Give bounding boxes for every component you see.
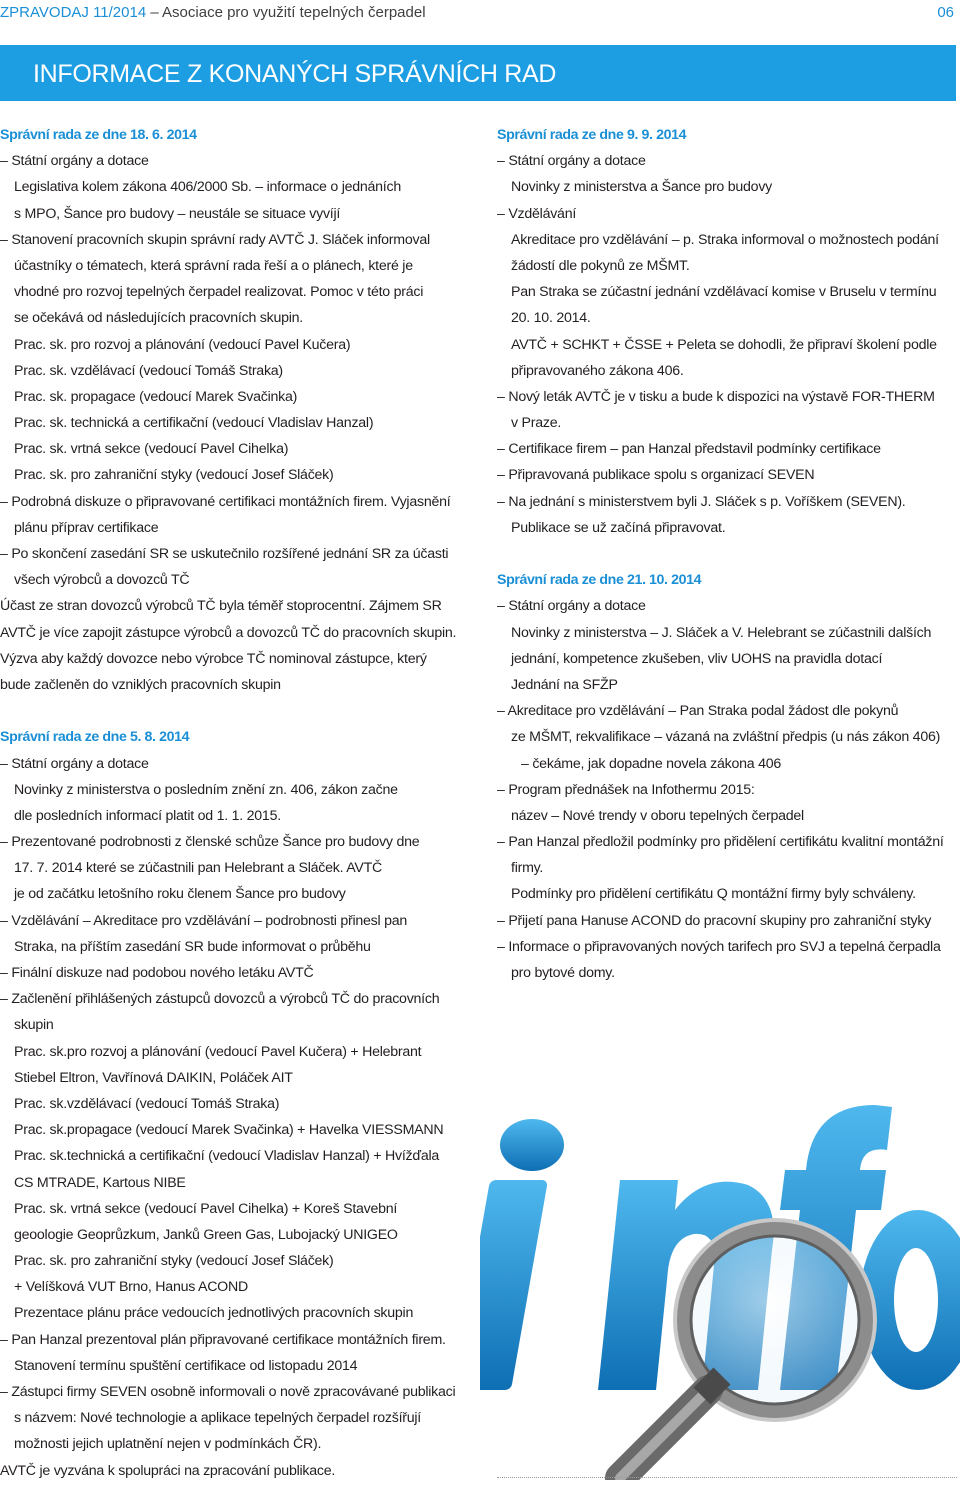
bullet-line: – čekáme, jak dopadne novela zákona 406 xyxy=(521,755,782,772)
text-line: Podmínky pro přidělení certifikátu Q montážní firmy byly schváleny. xyxy=(511,886,916,903)
header-separator: – xyxy=(146,4,163,21)
bullet-line: – Vzdělávání – Akreditace pro vzdělávání – podrobnosti přinesl pan xyxy=(0,912,408,929)
text-line: 20. 10. 2014. xyxy=(511,310,591,327)
text-line: Prac. sk.technická a certifikační (vedoucí Vladislav Hanzal) + Hvížďala xyxy=(14,1148,440,1165)
text-line: účastníky o tématech, která správní rada řeší a o plánech, které je xyxy=(14,257,413,274)
text-line: jednání, kompetence zkušeben, vliv UOHS na pravidla dotací xyxy=(511,650,883,667)
bullet-line: – Informace o připravovaných nových tarifech pro SVJ a tepelná čerpadla xyxy=(497,938,941,955)
footer-rule xyxy=(497,1477,957,1478)
text-line: 17. 7. 2014 které se zúčastnili pan Helebrant a Sláček. AVTČ xyxy=(14,860,383,877)
text-line: Novinky z ministerstva o posledním znění zn. 406, zákon začne xyxy=(14,781,398,798)
left-column xyxy=(0,122,470,1484)
text-line: Pan Straka se zúčastní jednání vzdělávací komise v Bruselu v termínu xyxy=(511,284,937,301)
text-line: se očekává od následujících pracovních skupin. xyxy=(14,310,303,327)
text-line: AVTČ je vyzvána k spolupráci na zpracování publikace. xyxy=(0,1462,336,1479)
bullet-line: – Prezentované podrobnosti z členské schůze Šance pro budovy dne xyxy=(0,834,420,851)
text-line: Akreditace pro vzdělávání – p. Straka informoval o možnostech podání xyxy=(511,231,939,248)
bullet-line: – Podrobná diskuze o připravované certifikaci montážních firem. Vyjasnění xyxy=(0,493,451,510)
text-line: bude začleněn do vzniklých pracovních skupin xyxy=(0,676,281,693)
text-line: je od začátku letošního roku členem Šance pro budovy xyxy=(14,886,346,903)
text-line: Účast ze stran dovozců výrobců TČ byla téměř stoprocentní. Zájmem SR xyxy=(0,598,442,615)
spacer xyxy=(0,698,470,724)
text-line: název – Nové trendy v oboru tepelných čerpadel xyxy=(511,807,804,824)
text-line: Novinky z ministerstva a Šance pro budovy xyxy=(511,179,773,196)
text-line: firmy. xyxy=(511,860,544,877)
text-line: Prezentace plánu práce vedoucích jednotlivých pracovních skupin xyxy=(14,1305,414,1322)
bullet-line: – Začlenění přihlášených zástupců dovozců a výrobců TČ do pracovních xyxy=(0,991,440,1008)
bullet-line: – Připravovaná publikace spolu s organizací SEVEN xyxy=(497,467,815,484)
text-line: Prac. sk. pro rozvoj a plánování (vedoucí Pavel Kučera) xyxy=(14,336,351,353)
text-line: Prac. sk. propagace (vedoucí Marek Svačinka) xyxy=(14,388,298,405)
text-line: Prac. sk.vzdělávací (vedoucí Tomáš Straka) xyxy=(14,1095,280,1112)
text-line: Stiebel Eltron, Vavřínová DAIKIN, Poláček AIT xyxy=(14,1069,293,1086)
text-line: Výzva aby každý dovozce nebo výrobce TČ nominoval zástupce, který xyxy=(0,650,427,667)
text-line: vhodné pro rozvoj tepelných čerpadel realizovat. Pomoc v této práci xyxy=(14,284,424,301)
text-line: skupin xyxy=(14,1017,54,1034)
text-line: Novinky z ministerstva – J. Sláček a V. Helebrant se zúčastnili dalších xyxy=(511,624,932,641)
bullet-line: – Stanovení pracovních skupin správní rady AVTČ J. Sláček informoval xyxy=(0,231,430,248)
text-line: ze MŠMT, rekvalifikace – vázaná na zvláštní předpis (u nás zákon 406) xyxy=(511,729,941,746)
text-line: možnosti jejich uplatnění nejen v podmínkách ČR). xyxy=(14,1436,322,1453)
text-line: Publikace se už začíná připravovat. xyxy=(511,519,726,536)
bullet-line: – Program přednášek na Infothermu 2015: xyxy=(497,781,755,798)
text-line: s názvem: Nové technologie a aplikace tepelných čerpadel rozšířují xyxy=(14,1410,421,1427)
text-line: Legislativa kolem zákona 406/2000 Sb. – informace o jednáních xyxy=(14,179,401,196)
section-banner xyxy=(0,45,956,101)
spacer xyxy=(497,541,957,567)
text-line: dle posledních informací platit od 1. 1. 2015. xyxy=(14,807,281,824)
meeting-heading: Správní rada ze dne 9. 9. 2014 xyxy=(497,127,687,143)
text-line: Prac. sk.pro rozvoj a plánování (vedoucí Pavel Kučera) + Helebrant xyxy=(14,1043,422,1060)
bullet-line: – Státní orgány a dotace xyxy=(0,755,149,772)
text-line: s MPO, Šance pro budovy – neustále se situace vyvíjí xyxy=(14,205,341,222)
bullet-line: – Státní orgány a dotace xyxy=(497,598,646,615)
text-line: Prac. sk. technická a certifikační (vedoucí Vladislav Hanzal) xyxy=(14,415,374,432)
text-line: Prac. sk. vzdělávací (vedoucí Tomáš Straka) xyxy=(14,362,283,379)
publisher-label: Asociace pro využití tepelných čerpadel xyxy=(162,4,426,21)
text-line: + Velíšková VUT Brno, Hanus ACOND xyxy=(14,1279,248,1296)
text-line: geoologie Geoprůzkum, Janků Green Gas, Lubojacký UNIGEO xyxy=(14,1226,398,1243)
text-line: Prac. sk. vrtná sekce (vedoucí Pavel Cihelka) xyxy=(14,441,289,458)
right-column xyxy=(497,122,957,986)
running-header xyxy=(0,4,426,21)
text-line: všech výrobců a dovozců TČ xyxy=(14,572,190,589)
text-line: Jednání na SFŽP xyxy=(511,676,618,693)
text-line: žádostí dle pokynů ze MŠMT. xyxy=(511,257,690,274)
text-line: Stanovení termínu spuštění certifikace od listopadu 2014 xyxy=(14,1357,358,1374)
bullet-line: – Pan Hanzal předložil podmínky pro přidělení certifikátu kvalitní montážní xyxy=(497,834,944,851)
text-line: AVTČ je více zapojit zástupce výrobců a dovozců TČ do pracovních skupin. xyxy=(0,624,457,641)
issue-label: ZPRAVODAJ 11/2014 xyxy=(0,4,147,21)
bullet-line: – Certifikace firem – pan Hanzal představil podmínky certifikace xyxy=(497,441,881,458)
meeting-heading: Správní rada ze dne 5. 8. 2014 xyxy=(0,729,190,746)
info-illustration xyxy=(480,1010,960,1480)
text-line: v Praze. xyxy=(511,415,562,432)
meeting-heading: Správní rada ze dne 21. 10. 2014 xyxy=(497,572,702,589)
bullet-line: – Akreditace pro vzdělávání – Pan Straka podal žádost dle pokynů xyxy=(497,703,899,720)
bullet-line: – Pan Hanzal prezentoval plán připravované certifikace montážních firem. xyxy=(0,1331,446,1348)
bullet-line: – Na jednání s ministerstvem byli J. Sláček s p. Voříškem (SEVEN). xyxy=(497,493,906,510)
text-line: plánu příprav certifikace xyxy=(14,519,159,536)
bullet-line: – Státní orgány a dotace xyxy=(497,153,646,170)
text-line: Prac. sk.propagace (vedoucí Marek Svačinka) + Havelka VIESSMANN xyxy=(14,1122,444,1139)
text-line: Prac. sk. pro zahraniční styky (vedoucí Josef Sláček) xyxy=(14,1253,334,1270)
bullet-line: – Po skončení zasedání SR se uskutečnilo rozšířené jednání SR za účasti xyxy=(0,546,449,562)
text-line: připravovaného zákona 406. xyxy=(511,362,684,379)
bullet-line: – Státní orgány a dotace xyxy=(0,153,149,170)
text-line: Prac. sk. vrtná sekce (vedoucí Pavel Cihelka) + Koreš Stavební xyxy=(14,1200,398,1217)
text-line: Prac. sk. pro zahraniční styky (vedoucí Josef Sláček) xyxy=(14,467,334,484)
bullet-line: – Přijetí pana Hanuse ACOND do pracovní skupiny pro zahraniční styky xyxy=(497,912,932,929)
bullet-line: – Zástupci firmy SEVEN osobně informovali o nově zpracovávané publikaci xyxy=(0,1384,456,1400)
text-line: AVTČ + SCHKT + ČSSE + Peleta se dohodli, že připraví školení podle xyxy=(511,336,937,353)
bullet-line: – Finální diskuze nad podobou nového letáku AVTČ xyxy=(0,965,314,981)
bullet-line: – Nový leták AVTČ je v tisku a bude k dispozici na výstavě FOR-THERM xyxy=(497,388,935,405)
bullet-line: – Vzdělávání xyxy=(497,205,577,222)
page-number: 06 xyxy=(937,4,954,21)
text-line: pro bytové domy. xyxy=(511,965,615,981)
page-header xyxy=(0,0,960,28)
text-line: Straka, na příštím zasedání SR bude informovat o průběhu xyxy=(14,938,371,955)
section-title: INFORMACE Z KONANÝCH SPRÁVNÍCH RAD xyxy=(33,60,557,88)
text-line: CS MTRADE, Kartous NIBE xyxy=(14,1174,186,1191)
meeting-heading: Správní rada ze dne 18. 6. 2014 xyxy=(0,127,197,143)
